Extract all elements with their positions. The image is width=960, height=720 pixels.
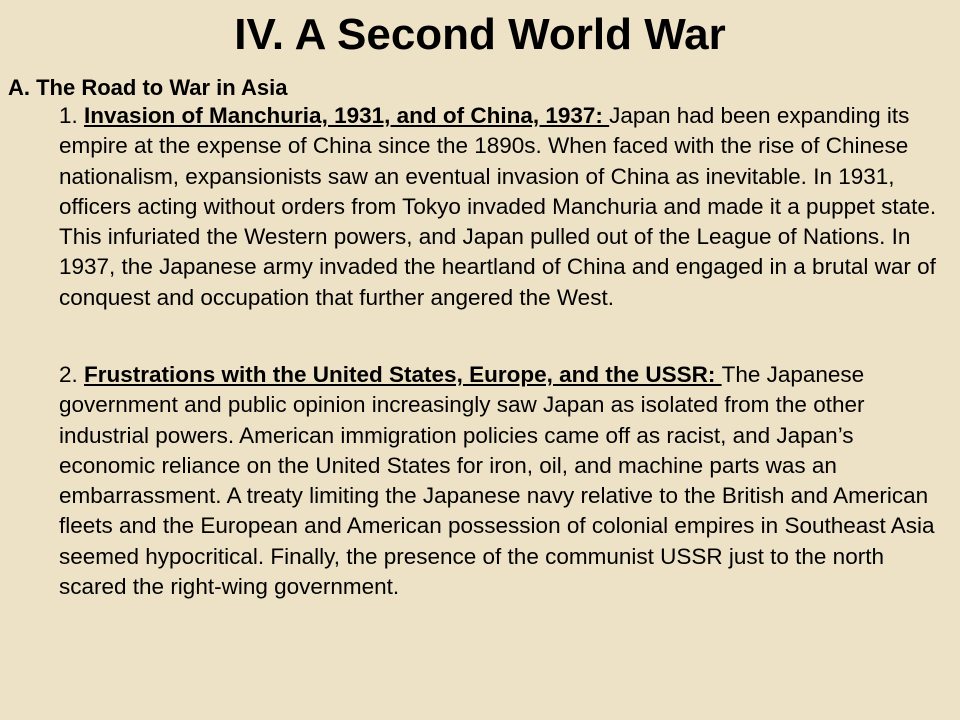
point-2 bbox=[59, 360, 939, 602]
point-2-body: The Japanese government and public opinion increasingly saw Japan as isolated from the other industrial powers. American immigration policies came off as racist, and Japan’s economic reliance on the United States for iron, oil, and machine parts was an embarrassment. A treaty limiting the Japanese navy relative to the British and American fleets and the European and American possession of colonial empires in Southeast Asia seemed hypocritical. Finally, the presence of the communist USSR just to the north scared the right-wing government. bbox=[59, 362, 935, 600]
slide-title: IV. A Second World War bbox=[234, 10, 726, 59]
point-1-number: 1. bbox=[59, 103, 85, 128]
point-1 bbox=[59, 101, 939, 313]
point-1-heading: Invasion of Manchuria, 1931, and of China, 1937: bbox=[84, 103, 610, 128]
point-2-heading: Frustrations with the United States, Europe, and the USSR: bbox=[84, 362, 722, 387]
section-heading: A. The Road to War in Asia bbox=[8, 75, 288, 100]
point-2-number: 2. bbox=[59, 362, 85, 387]
point-1-body: Japan had been expanding its empire at the expense of China since the 1890s. When faced with the rise of Chinese nationalism, expansionists saw an eventual invasion of China as inevitable. In 1931, officers acting without orders from Tokyo invaded Manchuria and made it a puppet state. This infuriated the Western powers, and Japan pulled out of the League of Nations. In 1937, the Japanese army invaded the heartland of China and engaged in a brutal war of conquest and occupation that further angered the West. bbox=[59, 103, 937, 310]
